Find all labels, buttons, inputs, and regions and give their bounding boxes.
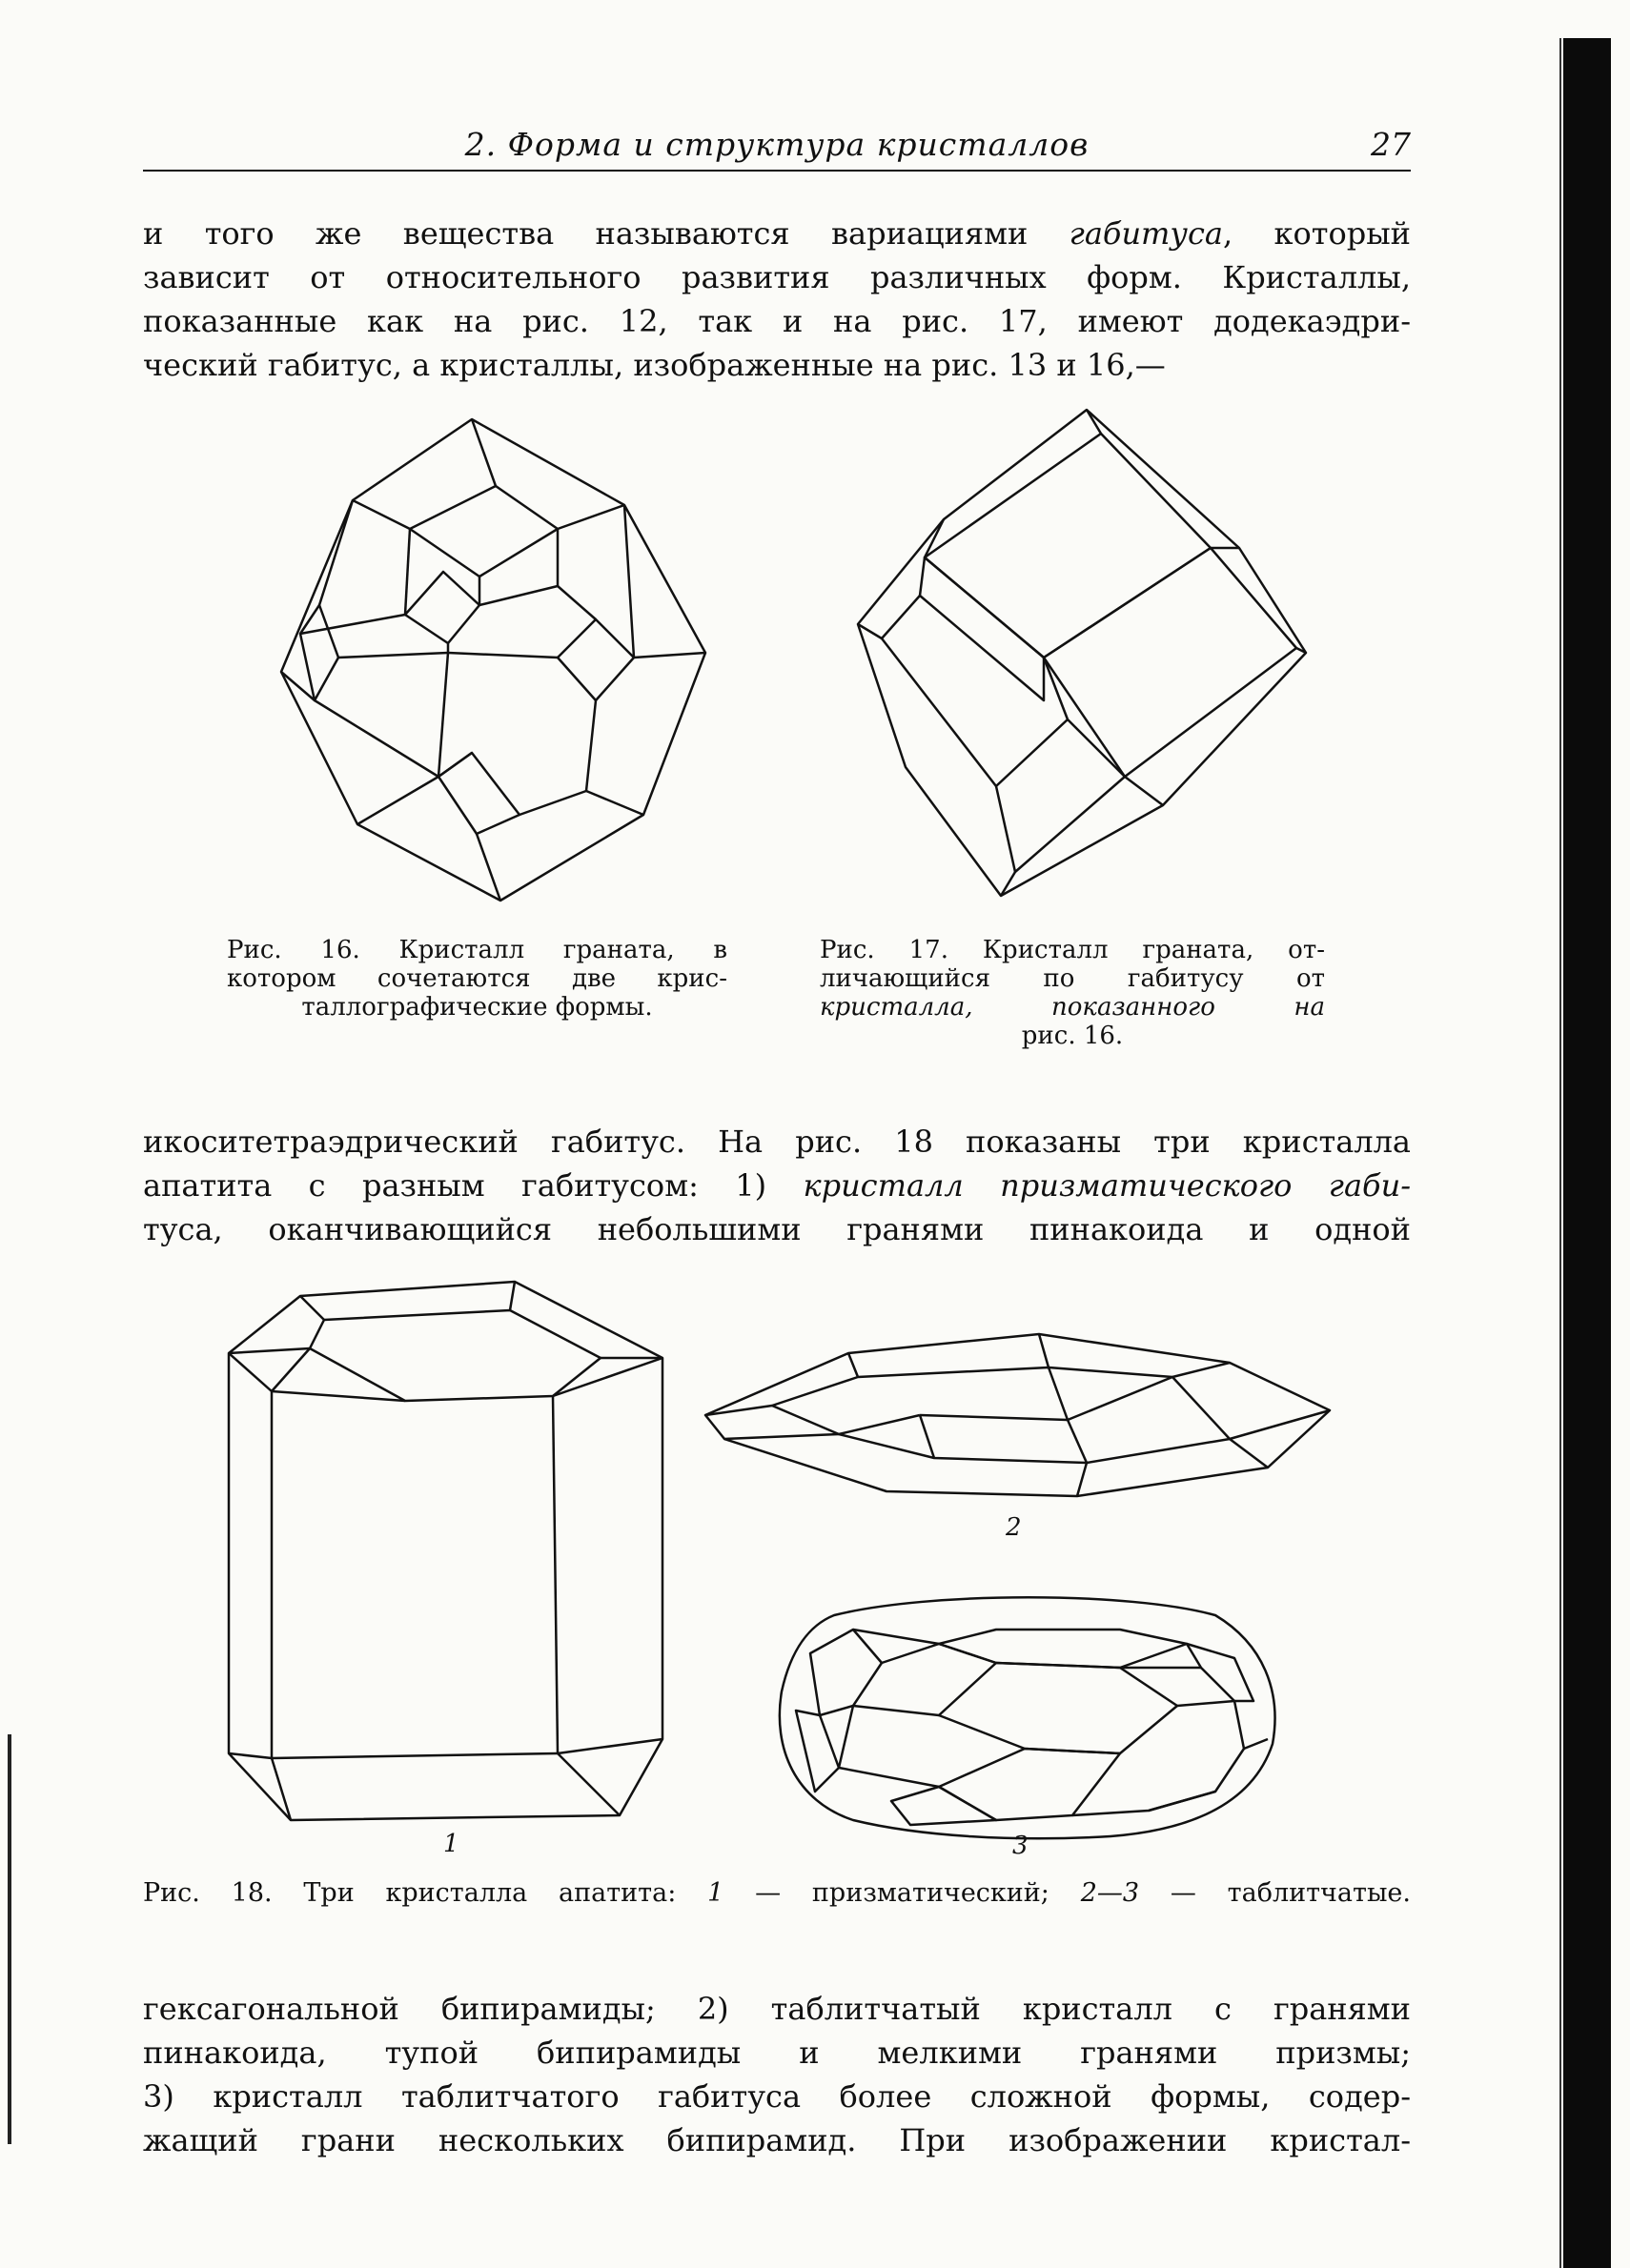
book-spine-edge — [1559, 38, 1561, 2268]
paragraph-line: гексагональной бипирамиды; 2) таблитчатый кристалл с гранями — [143, 1991, 1411, 2027]
caption-line: Рис. 18. Три кристалла апатита: 1 — призматический; 2—3 — таблитчатые. — [143, 1878, 1411, 1908]
page-number: 27 — [1371, 126, 1411, 163]
paragraph-line: жащий грани нескольких бипирамид. При изображении кристал- — [143, 2122, 1411, 2158]
figure-18-label-1: 1 — [443, 1830, 459, 1858]
paragraph-line: ческий габитус, а кристаллы, изображенные на рис. 13 и 16,— — [143, 347, 1166, 383]
paragraph-line: туса, оканчивающийся небольшими гранями пинакоида и одной — [143, 1211, 1411, 1247]
caption-line: Рис. 16. Кристалл граната, в — [227, 936, 727, 964]
figure-18-caption — [143, 1879, 1411, 1908]
running-head — [143, 122, 1411, 172]
caption-line: рис. 16. — [1021, 1022, 1124, 1050]
caption-line: таллографические формы. — [301, 993, 653, 1022]
figure-18-crystal-2-tabular — [696, 1325, 1344, 1506]
figure-16-caption — [227, 936, 727, 1022]
figure-16-garnet-crystal — [243, 415, 720, 910]
caption-line: личающийся по габитусу от — [820, 964, 1325, 993]
paragraph-line: 3) кристалл таблитчатого габитуса более сложной формы, содер- — [143, 2078, 1411, 2115]
paragraph-line: и того же вещества называются вариациями габитуса, который — [143, 215, 1412, 252]
page-left-edge — [8, 1734, 11, 2144]
paragraph-line: икоситетраэдрический габитус. На рис. 18 показаны три кристалла — [143, 1124, 1411, 1160]
paragraph-2 — [143, 1120, 1411, 1251]
paragraph-3 — [143, 1987, 1411, 2162]
figure-18-crystal-1-prismatic — [219, 1272, 677, 1825]
figure-18-label-3: 3 — [1012, 1832, 1029, 1860]
running-title: 2. Форма и структура кристаллов — [464, 126, 1090, 163]
book-spine-shadow — [1563, 38, 1611, 2268]
paragraph-line: зависит от относительного развития различных форм. Кристаллы, — [143, 259, 1411, 295]
caption-line: котором сочетаются две крис- — [227, 964, 727, 993]
figure-18-crystal-3-tabular-complex — [767, 1587, 1287, 1844]
caption-line: кристалла, показанного на — [820, 993, 1325, 1022]
paragraph-1 — [143, 212, 1411, 387]
figure-17-caption — [820, 936, 1325, 1050]
figure-17-garnet-crystal — [839, 405, 1325, 901]
paragraph-line: апатита с разным габитусом: 1) кристалл призматического габи- — [143, 1167, 1412, 1204]
figure-18-label-2: 2 — [1006, 1513, 1022, 1542]
paragraph-line: пинакоида, тупой бипирамиды и мелкими гранями призмы; — [143, 2035, 1411, 2071]
caption-line: Рис. 17. Кристалл граната, от- — [820, 936, 1325, 964]
paragraph-line: показанные как на рис. 12, так и на рис. 17, имеют додекаэдри- — [143, 303, 1411, 339]
